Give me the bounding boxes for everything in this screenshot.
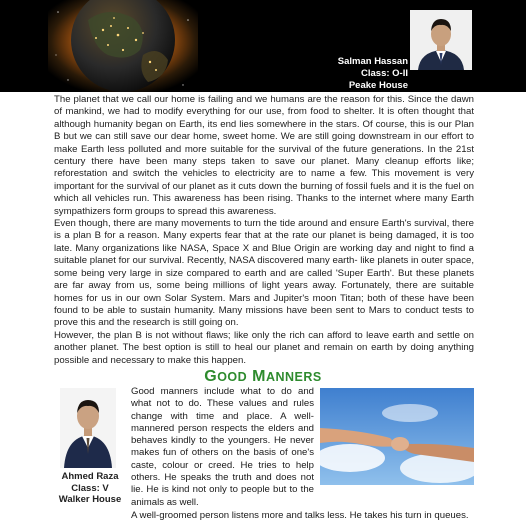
author-name: Salman Hassan (337, 56, 408, 67)
title-rest: OOD (217, 370, 248, 384)
student-name: Ahmed Raza (61, 471, 119, 482)
student-class: Class: V (71, 482, 109, 494)
student-photo (60, 388, 116, 468)
header-banner (0, 0, 526, 92)
earth-illustration (48, 0, 198, 92)
author-house: Peake House (348, 80, 408, 91)
title-initial: M (252, 368, 266, 385)
article-paragraph: The planet that we call our home is failing and we humans are the reason for this. Since the dawn of mankind, we had to modify everything for our use, from food to shelter. It is often thought that although humanity began on Earth, its end lies somewhere in the stars. Of course, this is our Plan B but we can still save our dear home, sweet home. We are still going downstream in our effort to make Earth less polluted and more suitable for the survival of the future generations. In the 21st century there have been many steps taken to save our planet. Many cleanup efforts like; reforestation and switch the vehicles to electricity are to name a few. This movement is very important for the survival of our planet as it cuts down the burning of fossil fuels and it is the fuel on which all vehicles run. This awareness has been rising. Thanks to the internet where many Earth sympathizers form groups to spread this awareness. (54, 94, 474, 217)
title-rest: ANNERS (265, 370, 322, 384)
article-paragraph: Even though, there are many movements to turn the tide around and ensure Earth's survival, there is a plan B for a reason. Many experts fear that at the rate our planet is being damaged, it is too late. Many organizations like NASA, Space X and Blue Origin are working day and night to find a suitable planet for our survival. Recently, NASA discovered many earth- like planets in outer space, some being very large in size compared to earth and are called 'Super Earth'. But these planets are far away from us, some being millions of light years away. Fortunately, there are suitable homes for us in our own Solar System. Mars and Jupiter's moon Titan; both of these have been found to be able to sustain humanity. Many missions have been sent to Mars to conduct tests to prove this and the research is still going on. (54, 218, 474, 329)
good-manners-body (131, 386, 314, 509)
author-photo (410, 10, 472, 70)
student-house: Walker House (58, 494, 122, 506)
student-credit (40, 471, 140, 506)
section-title-good-manners (0, 368, 526, 386)
author-class: Class: O-II (361, 68, 408, 79)
article-body (54, 94, 474, 367)
good-manners-paragraph: A well-groomed person listens more and talks less. He takes his turn in queues. (131, 510, 469, 521)
good-manners-body-continued (131, 510, 474, 522)
title-initial: G (204, 368, 218, 385)
article-paragraph: However, the plan B is not without flaws; like only the rich can afford to leave earth and settle on another planet. The best option is still to heal our planet and remain on earth by doing anything possible and necessary to make this happen. (54, 329, 474, 366)
holding-hands-photo (320, 388, 474, 485)
author-credit (268, 56, 408, 92)
good-manners-paragraph: Good manners include what to do and what not to do. These values and rules change with time and place. A well-mannered person respects the elders and behaves kindly to the youngers. He never makes fun of others on the basis of one's caste, colour or creed. He tries to help others. He speaks the truth and does not lie. He is kind not only to people but to the animals as well. (131, 386, 314, 508)
